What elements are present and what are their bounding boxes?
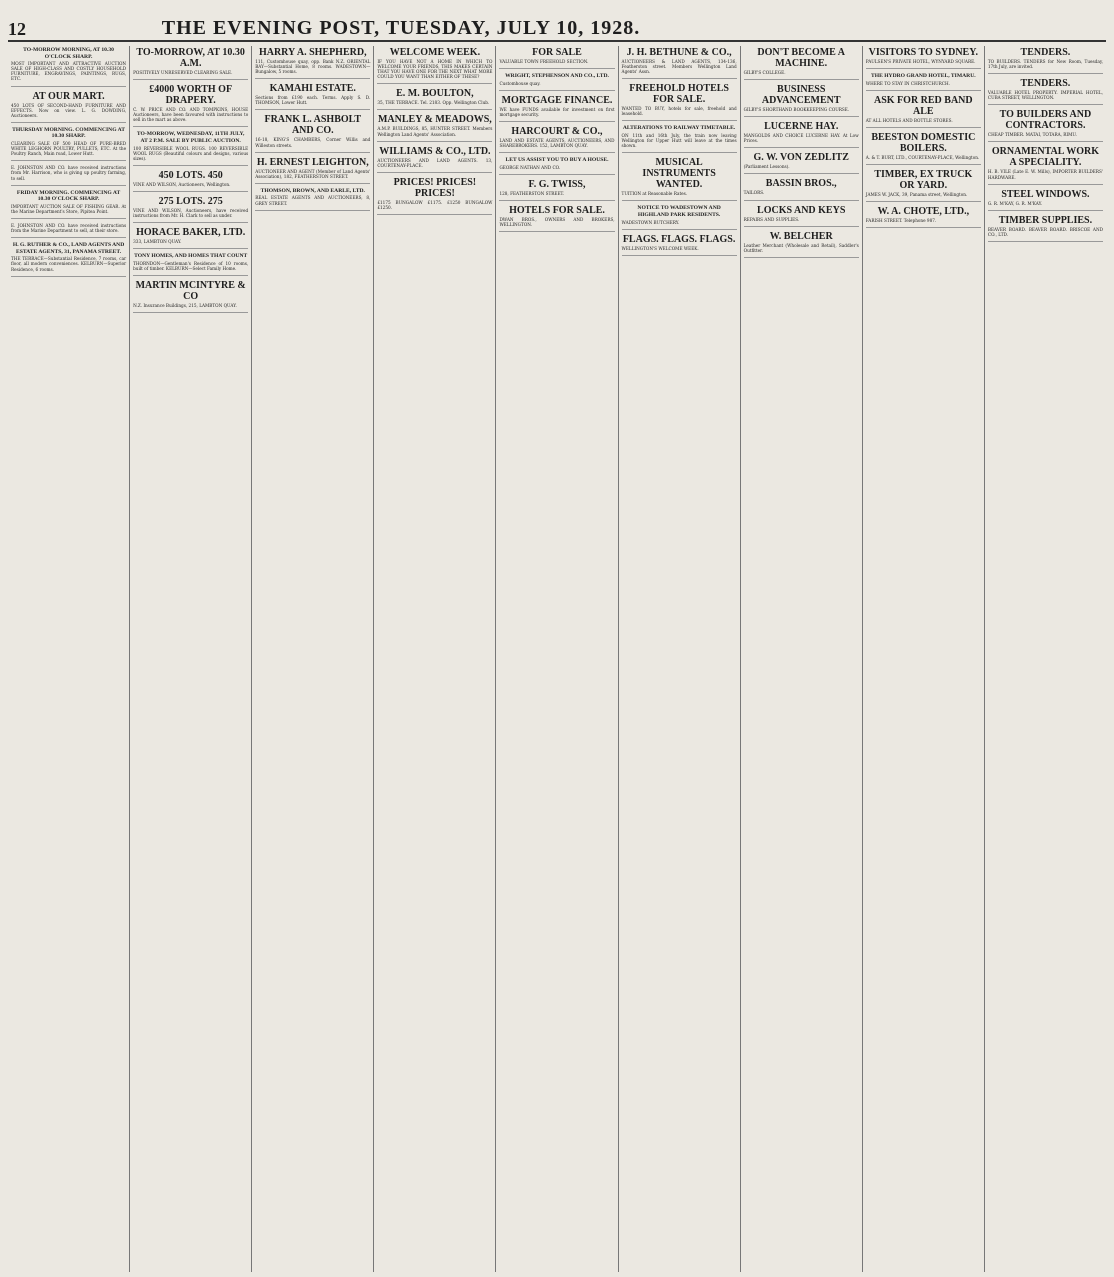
ad-body: TO BUILDERS. TENDERS for New Room, Tuesday, 17th July, are invited. xyxy=(987,59,1103,70)
ad-body: A.M.P. BUILDINGS, 85, HUNTER STREET. Members Wellington Land Agents' Association. xyxy=(377,126,493,137)
advertisement xyxy=(866,95,981,128)
ad-body: 450 LOTS OF SECOND-HAND FURNITURE AND EFFECTS. Now on view. L. G. DOWDING, Auctioneers. xyxy=(11,102,127,118)
ad-heading: FRIDAY MORNING. COMMENCING AT 10.30 O'CLOCK SHARP. xyxy=(16,189,121,203)
ad-body: TUITION at Reasonable Rates. xyxy=(621,191,688,197)
ad-body: IMPORTANT AUCTION SALE OF FISHING GEAR. At the Marine Department's Store, Pipitea Point. xyxy=(11,203,127,214)
advertisement xyxy=(866,206,981,228)
column-8 xyxy=(863,46,985,1272)
ad-body: AT ALL HOTELS AND BOTTLE STORES. xyxy=(865,117,953,123)
ad-heading: TO-MORROW MORNING, AT 10.30 O'CLOCK SHARP. xyxy=(23,47,114,60)
ad-heading: TENDERS. xyxy=(1020,47,1071,58)
advertisement xyxy=(499,205,614,232)
ad-body: Sections from £190 each. Terms. Apply S. D. THOMSON, Lower Hutt. xyxy=(255,95,371,106)
ad-heading: BEESTON DOMESTIC BOILERS. xyxy=(871,131,976,154)
advertisement xyxy=(11,165,126,185)
ad-body: REPAIRS AND SUPPLIES. xyxy=(743,216,800,222)
advertisement xyxy=(11,190,126,219)
ad-heading: LUCERNE HAY. xyxy=(764,121,839,133)
advertisement xyxy=(377,177,492,215)
column-3 xyxy=(252,46,374,1272)
ad-body: POSITIVELY UNRESERVED CLEARING SALE. xyxy=(133,70,233,75)
advertisement xyxy=(744,205,859,227)
ad-body: CHEAP TIMBER. MATAI, TOTARA, RIMU. xyxy=(987,132,1077,138)
advertisement xyxy=(11,91,126,123)
advertisement xyxy=(11,47,126,87)
advertisement xyxy=(255,188,370,211)
ad-body: WANTED TO BUY, hotels for sale, freehold and leasehold. xyxy=(621,106,737,117)
ad-heading: KAMAHI ESTATE. xyxy=(269,83,356,95)
advertisement xyxy=(377,47,492,84)
ad-heading: 450 LOTS. 450 xyxy=(158,169,223,181)
advertisement xyxy=(866,73,981,91)
advertisement xyxy=(133,253,248,276)
ad-heading: LOCKS AND KEYS xyxy=(757,204,846,216)
ad-heading: MANLEY & MEADOWS, xyxy=(377,114,492,126)
ad-body: TAILORS. xyxy=(743,190,765,196)
ad-heading: AT OUR MART. xyxy=(32,90,105,102)
advertisement xyxy=(255,114,370,152)
ad-body: G. R. M'KAY, G. R. M'KAY. xyxy=(987,200,1043,206)
advertisement xyxy=(744,178,859,200)
advertisement xyxy=(622,47,737,79)
ad-heading: STEEL WINDOWS. xyxy=(1001,188,1090,200)
advertisement xyxy=(133,170,248,192)
ad-heading: H. G. RUTHER & CO., LAND AGENTS AND ESTATE AGENTS, 31, PANAMA STREET. xyxy=(12,242,125,255)
masthead xyxy=(8,6,1106,42)
ad-heading: FOR SALE xyxy=(532,47,582,58)
ad-body: £1175 BUNGALOW £1175. £1250 BUNGALOW £1250. xyxy=(377,199,493,210)
advertisement xyxy=(11,223,126,238)
ad-heading: WRIGHT, STEPHENSON AND CO., LTD. xyxy=(505,73,609,80)
ad-body: Leather Merchant (Wholesale and Retail), Saddler's Outfitter. xyxy=(743,242,859,253)
ad-heading: 275 LOTS. 275 xyxy=(158,195,223,207)
advertisement xyxy=(499,179,614,201)
advertisement xyxy=(988,47,1103,74)
ad-body: E. JOHNSTON AND CO. have received instructions from Mr. Harrison, who is giving up poultry farming, to sell. xyxy=(11,165,127,181)
ad-body: REAL ESTATE AGENTS AND AUCTIONEERS, 8, GREY STREET. xyxy=(255,195,371,206)
ad-heading: W. A. CHOTE, LTD., xyxy=(877,206,970,218)
advertisement xyxy=(744,231,859,258)
advertisement xyxy=(499,157,614,175)
ad-heading: DON'T BECOME A MACHINE. xyxy=(757,47,846,69)
ad-heading: PRICES! PRICES! PRICES! xyxy=(393,176,477,199)
ad-body: FARISH STREET. Telephone 987. xyxy=(865,218,937,224)
advertisement xyxy=(133,280,248,313)
ad-body: VINE AND WILSON, Auctioneers, have received instructions from Mr. H. Clark to sell as under. xyxy=(133,207,249,219)
column-6 xyxy=(619,46,741,1272)
ad-body: GILBY'S COLLEGE. xyxy=(743,70,786,75)
ad-heading: MARTIN MCINTYRE & CO xyxy=(135,280,246,302)
ad-heading: HARCOURT & CO., xyxy=(511,125,603,137)
ad-body: JAMES W. JACK, 39, Panama street, Wellington. xyxy=(865,191,968,197)
ad-body: BEAVER BOARD. BEAVER BOARD. BRISCOE AND CO., LTD. xyxy=(987,226,1103,237)
ad-heading: G. W. VON ZEDLITZ xyxy=(753,152,849,164)
ad-heading: FREEHOLD HOTELS FOR SALE. xyxy=(629,83,729,106)
ad-heading: £4000 WORTH OF DRAPERY. xyxy=(149,84,233,107)
ad-body: THE TERRACE—Substantial Residence, 7 rooms, car floor, all modern conveniences. KELBURN—Superior Residence, 6 rooms. xyxy=(11,256,127,272)
ad-heading: TIMBER, EX TRUCK OR YARD. xyxy=(874,168,973,191)
advertisement xyxy=(255,157,370,184)
ad-body: WADESTOWN BUTCHERY. xyxy=(621,219,680,225)
ad-heading: HORACE BAKER, LTD. xyxy=(136,227,246,239)
advertisement xyxy=(866,132,981,165)
advertisement xyxy=(622,234,737,256)
advertisement xyxy=(133,227,248,249)
ad-heading: TO BUILDERS AND CONTRACTORS. xyxy=(999,109,1092,132)
column-9 xyxy=(985,46,1106,1272)
ad-body: Customhouse quay. xyxy=(499,80,541,86)
ad-body: C. W. PRICE AND CO. AND TOMPKINS, HOUSE Auctioneers, have been favoured with instructions to sell in the mart as above. xyxy=(133,107,249,123)
ad-body: WELLINGTON'S WELCOME WEEK. xyxy=(621,245,699,251)
advertisement xyxy=(133,131,248,165)
page-number: 12 xyxy=(8,19,26,39)
ad-heading: BUSINESS ADVANCEMENT xyxy=(761,84,841,107)
advertisement xyxy=(988,189,1103,211)
ad-heading: F. G. TWISS, xyxy=(528,178,586,190)
ad-body: CLEARING SALE OF 500 HEAD OF PURE-BRED WHITE LEGHORN POULTRY, PULLETS, ETC. At the Poultry Ranch, Main road, Lower Hutt. xyxy=(11,141,127,157)
ad-heading: LET US ASSIST YOU TO BUY A HOUSE. xyxy=(505,157,609,164)
ad-heading: VISITORS TO SYDNEY. xyxy=(868,47,979,58)
advertisement xyxy=(988,109,1103,142)
advertisement xyxy=(988,215,1103,242)
ad-heading: MUSICAL INSTRUMENTS WANTED. xyxy=(642,157,716,191)
advertisement xyxy=(11,242,126,276)
advertisement xyxy=(499,95,614,122)
advertisement xyxy=(499,47,614,69)
ad-heading: MORTGAGE FINANCE. xyxy=(501,94,613,106)
newspaper-title: THE EVENING POST, TUESDAY, JULY 10, 1928. xyxy=(161,17,641,39)
ad-heading: TIMBER SUPPLIES. xyxy=(998,214,1093,226)
ad-body: DWAN BROS., OWNERS AND BROKERS, WELLINGTON. xyxy=(499,216,615,228)
ad-body: VALUABLE HOTEL PROPERTY. IMPERIAL HOTEL, CUBA STREET, WELLINGTON. xyxy=(987,90,1103,101)
ad-heading: WILLIAMS & CO., LTD. xyxy=(379,145,491,157)
advertisement xyxy=(866,169,981,202)
ad-body: 35, THE TERRACE. Tel. 2183. Opp. Wellington Club. xyxy=(377,100,490,106)
ad-heading: W. BELCHER xyxy=(769,230,833,242)
advertisement xyxy=(255,83,370,110)
ad-body: 128, FEATHERSTON STREET. xyxy=(499,190,565,196)
ad-body: GEORGE NATHAN AND CO. xyxy=(499,164,561,170)
ad-body: 333, LAMBTON QUAY. xyxy=(133,239,182,245)
ad-body: THORNDON—Gentleman's Residence of 10 rooms, built of timber. KELBURN—Select Family Home. xyxy=(133,260,249,271)
advertisement xyxy=(11,127,126,161)
ad-body: ON 11th and 16th July, the train now leaving Wellington for Upper Hutt will leave at the times shown. xyxy=(621,133,737,149)
ad-body: GILBY'S SHORTHAND BOOKKEEPING COURSE. xyxy=(743,107,850,113)
ad-body: 100 REVERSIBLE WOOL RUGS. 100 REVERSIBLE WOOL RUGS (Beautiful colours and designs, various sizes). xyxy=(133,145,249,161)
advertisement xyxy=(255,47,370,79)
advertisement xyxy=(499,73,614,91)
advertisement xyxy=(622,83,737,121)
advertisement xyxy=(499,126,614,153)
column-2 xyxy=(130,46,252,1272)
ad-heading: TO-MORROW, AT 10.30 A.M. xyxy=(136,47,245,69)
advertisement xyxy=(377,88,492,110)
ad-body: 111, Customhouse quay, opp. Bank N.Z. ORIENTAL BAY—Substantial Home, 8 rooms. WADESTOWN—Bungalow, 5 rooms. xyxy=(255,59,371,75)
advertisement xyxy=(622,205,737,229)
ad-body: 16-18, KING'S CHAMBERS, Corner Willis and Willeston streets. xyxy=(255,137,371,148)
column-1 xyxy=(8,46,130,1272)
ad-heading: THURSDAY MORNING. COMMENCING AT 10.30 SHARP. xyxy=(12,126,126,140)
ad-body: MANGOLDS AND CHOICE LUCERNE HAY. At Low Prices. xyxy=(743,133,859,144)
advertisement xyxy=(744,84,859,117)
advertisement xyxy=(133,196,248,223)
advertisement xyxy=(133,84,248,127)
ad-heading: THE HYDRO GRAND HOTEL, TIMARU. xyxy=(871,73,976,80)
column-5 xyxy=(496,46,618,1272)
ad-body: VINE AND WILSON, Auctioneers, Wellington. xyxy=(133,181,231,187)
advertisement xyxy=(622,157,737,201)
advertisement xyxy=(744,47,859,80)
advertisement xyxy=(988,146,1103,184)
ad-body: AUCTIONEERS & LAND AGENTS, 134-136, Featherston street. Members Wellington Land Agents' Assn. xyxy=(621,59,737,75)
advertisement xyxy=(377,114,492,141)
columns-container xyxy=(8,46,1106,1272)
advertisement xyxy=(988,78,1103,105)
ad-heading: HOTELS FOR SALE. xyxy=(509,204,605,216)
ad-body: N.Z. Insurance Buildings, 215, LAMBTON QUAY. xyxy=(133,303,237,308)
ad-heading: WELCOME WEEK. xyxy=(389,47,481,58)
ad-body: (Parliament Lessons). xyxy=(743,164,790,170)
ad-heading: FRANK L. ASHBOLT AND CO. xyxy=(264,114,362,137)
ad-body: H. B. VILE (Late E. W. Mills), IMPORTER BUILDERS' HARDWARE. xyxy=(987,169,1103,180)
ad-body: LAND AND ESTATE AGENTS, AUCTIONEERS, AND SHAREBROKERS. 152, LAMBTON QUAY. xyxy=(499,137,615,149)
ad-body: AUCTIONEERS AND LAND AGENTS. 13, COURTENAY-PLACE. xyxy=(377,157,493,168)
ad-body: VALUABLE TOWN FREEHOLD SECTION. xyxy=(499,59,589,64)
advertisement xyxy=(622,125,737,153)
ad-heading: BASSIN BROS., xyxy=(765,178,837,190)
ad-body: AUCTIONEER AND AGENT (Member of Land Agents' Association), 182, FEATHERSTON STREET. xyxy=(255,168,371,179)
advertisement xyxy=(744,121,859,148)
ad-heading: ALTERATIONS TO RAILWAY TIMETABLE. xyxy=(622,125,736,132)
ad-heading: TONY HOMES, AND HOMES THAT COUNT xyxy=(134,253,248,260)
ad-heading: ORNAMENTAL WORK A SPECIALITY. xyxy=(991,146,1099,169)
ad-body: PAULSEN'S PRIVATE HOTEL, WYNYARD SQUARE. xyxy=(865,59,976,64)
ad-body: A. & T. BURT, LTD., COURTENAY-PLACE, Wellington. xyxy=(865,154,980,160)
ad-body: MOST IMPORTANT AND ATTRACTIVE AUCTION SALE OF HIGH-CLASS AND COSTLY HOUSEHOLD FURNITURE, ENGRAVINGS, PAINTINGS, RUGS, ETC. xyxy=(11,61,127,82)
ad-heading: TENDERS. xyxy=(1020,78,1071,90)
ad-heading: J. H. BETHUNE & CO., xyxy=(626,47,732,58)
ad-heading: ASK FOR RED BAND ALE xyxy=(874,94,973,117)
advertisement xyxy=(866,47,981,69)
ad-heading: HARRY A. SHEPHERD, xyxy=(258,47,367,58)
advertisement xyxy=(744,152,859,174)
column-7 xyxy=(741,46,863,1272)
ad-heading: THOMSON, BROWN, AND EARLE, LTD. xyxy=(260,187,365,194)
ad-heading: H. ERNEST LEIGHTON, xyxy=(256,156,369,168)
ad-body: WHERE TO STAY IN CHRISTCHURCH. xyxy=(865,80,950,86)
ad-heading: NOTICE TO WADESTOWN AND HIGHLAND PARK RESIDENTS. xyxy=(637,205,721,219)
ad-heading: FLAGS. FLAGS. FLAGS. xyxy=(622,233,736,245)
ad-body: WE have FUNDS available for investment on first mortgage security. xyxy=(499,106,615,117)
advertisement xyxy=(377,146,492,173)
advertisement xyxy=(133,47,248,80)
ad-body: E. JOHNSTON AND CO. have received instructions from the Marine Department to sell, at their store. xyxy=(11,222,127,234)
ad-heading: E. M. BOULTON, xyxy=(396,88,474,100)
ad-body: IF YOU HAVE NOT A HOME IN WHICH TO WELCOME YOUR FRIENDS, THIS MAKES CERTAIN THAT YOU HAVE ONE FOR THE NEXT WHAT MORE COULD YOU WANT THAN EITHER OF THESE? xyxy=(377,59,493,80)
column-4 xyxy=(374,46,496,1272)
ad-heading: TO-MORROW, WEDNESDAY, 11TH JULY, AT 2 P.M. SALE BY PUBLIC AUCTION. xyxy=(136,131,245,144)
